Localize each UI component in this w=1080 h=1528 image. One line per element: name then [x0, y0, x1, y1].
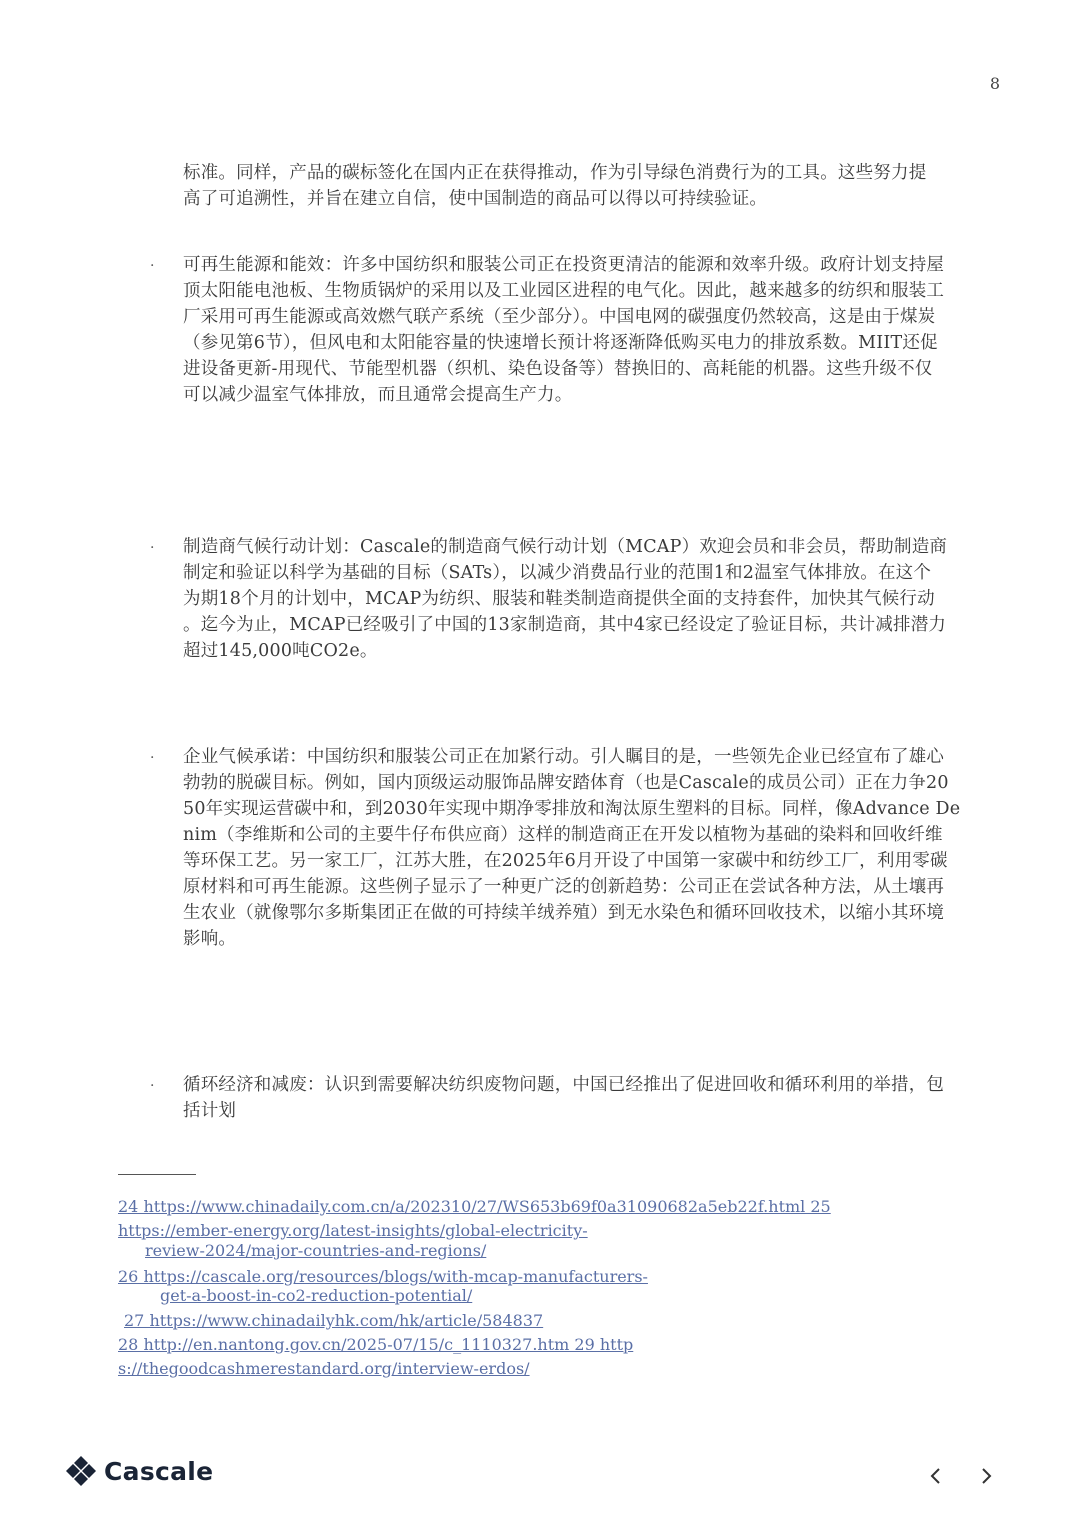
text-line: 制定和验证以科学为基础的目标（SATs），以减少消费品行业的范围1和2温室气体排放。在这个	[183, 563, 932, 583]
prev-page-button[interactable]	[923, 1462, 949, 1490]
bullet-renewable-energy	[183, 252, 968, 408]
cascale-logo	[64, 1454, 213, 1488]
text-line: 企业气候承诺：中国纺织和服装公司正在加紧行动。引人瞩目的是，一些领先企业已经宣布了雄心	[183, 747, 945, 767]
footnote-26-cont[interactable]	[160, 1286, 472, 1306]
text-line: 。迄今为止，MCAP已经吸引了中国的13家制造商，其中4家已经设定了验证目标，共计减排潜力	[183, 615, 947, 635]
footnote-link[interactable]: 24 https://www.chinadaily.com.cn/a/202310/27/WS653b69f0a31090682a5eb22f.html 25	[118, 1197, 831, 1216]
bullet-marker: ·	[150, 540, 155, 556]
chevron-right-icon	[979, 1466, 993, 1486]
text-line: 原材料和可再生能源。这些例子显示了一种更广泛的创新趋势：公司正在尝试各种方法，从土壤再	[183, 877, 945, 897]
text-line: 等环保工艺。另一家工厂，江苏大胜，在2025年6月开设了中国第一家碳中和纺纱工厂，利用零碳	[183, 851, 948, 871]
footnote-25-cont[interactable]	[145, 1241, 486, 1261]
text-line: 括计划	[183, 1101, 237, 1121]
text-line: 影响。	[183, 929, 237, 949]
chevron-left-icon	[929, 1466, 943, 1486]
text-line: 为期18个月的计划中，MCAP为纺织、服装和鞋类制造商提供全面的支持套件，加快其气候行动	[183, 589, 935, 609]
text-line: 进设备更新-用现代、节能型机器（织机、染色设备等）替换旧的、高耗能的机器。这些升级不仅	[183, 359, 933, 379]
text-line: 超过145,000吨CO2e。	[183, 641, 378, 661]
footnote-25[interactable]	[118, 1221, 588, 1241]
text-line: 标准。同样，产品的碳标签化在国内正在获得推动，作为引导绿色消费行为的工具。这些努力提	[183, 163, 927, 183]
footnote-27[interactable]	[124, 1311, 543, 1331]
text-line: 勃勃的脱碳目标。例如，国内顶级运动服饰品牌安踏体育（也是Cascale的成员公司）正在力争20	[183, 773, 949, 793]
bullet-mcap	[183, 534, 968, 664]
bullet-corporate-climate	[183, 744, 968, 952]
cascale-logo-icon	[64, 1454, 98, 1488]
footnote-link[interactable]: 27 https://www.chinadailyhk.com/hk/article/584837	[124, 1311, 544, 1330]
bullet-marker: ·	[150, 1078, 155, 1094]
footnote-link[interactable]: s://thegoodcashmerestandard.org/interview-erdos/	[118, 1359, 530, 1378]
text-line: 可再生能源和能效：许多中国纺织和服装公司正在投资更清洁的能源和效率升级。政府计划支持屋	[183, 255, 945, 275]
footnote-link[interactable]: review-2024/major-countries-and-regions/	[145, 1241, 487, 1260]
footnote-29[interactable]	[118, 1359, 530, 1379]
text-line: 顶太阳能电池板、生物质锅炉的采用以及工业园区进程的电气化。因此，越来越多的纺织和服装工	[183, 281, 945, 301]
footnote-link[interactable]: 28 http://en.nantong.gov.cn/2025-07/15/c_1110327.htm 29 http	[118, 1335, 634, 1354]
text-line: 可以减少温室气体排放，而且通常会提高生产力。	[183, 385, 573, 405]
text-line: 50年实现运营碳中和，到2030年实现中期净零排放和淘汰原生塑料的目标。同样，像Advance De	[183, 799, 961, 819]
text-line: 循环经济和减废：认识到需要解决纺织废物问题，中国已经推出了促进回收和循环利用的举措，包	[183, 1075, 945, 1095]
footnote-28[interactable]	[118, 1335, 633, 1355]
footnote-divider	[118, 1174, 196, 1175]
footnote-26[interactable]	[118, 1267, 648, 1287]
bullet-marker: ·	[150, 750, 155, 766]
text-line: nim（李维斯和公司的主要牛仔布供应商）这样的制造商正在开发以植物为基础的染料和回收纤维	[183, 825, 943, 845]
text-line: （参见第6节），但风电和太阳能容量的快速增长预计将逐渐降低购买电力的排放系数。MIIT还促	[183, 333, 938, 353]
footnote-link[interactable]: https://ember-energy.org/latest-insights/global-electricity-	[118, 1221, 588, 1240]
text-line: 生农业（就像鄂尔多斯集团正在做的可持续羊绒养殖）到无水染色和循环回收技术，以缩小其环境	[183, 903, 945, 923]
bullet-circular-economy	[183, 1072, 968, 1124]
footnote-24[interactable]	[118, 1197, 831, 1217]
text-line: 高了可追溯性，并旨在建立自信，使中国制造的商品可以得以可持续验证。	[183, 189, 768, 209]
text-line: 厂采用可再生能源或高效燃气联产系统（至少部分）。中国电网的碳强度仍然较高，这是由于煤炭	[183, 307, 936, 327]
brand-name: Cascale	[104, 1456, 214, 1486]
footnote-link[interactable]: get-a-boost-in-co2-reduction-potential/	[160, 1286, 473, 1305]
intro-paragraph	[183, 160, 968, 212]
page-number: 8	[989, 74, 1000, 93]
next-page-button[interactable]	[973, 1462, 999, 1490]
bullet-marker: ·	[150, 258, 155, 274]
text-line: 制造商气候行动计划：Cascale的制造商气候行动计划（MCAP）欢迎会员和非会员，帮助制造商	[183, 537, 948, 557]
footnote-link[interactable]: 26 https://cascale.org/resources/blogs/with-mcap-manufacturers-	[118, 1267, 648, 1286]
